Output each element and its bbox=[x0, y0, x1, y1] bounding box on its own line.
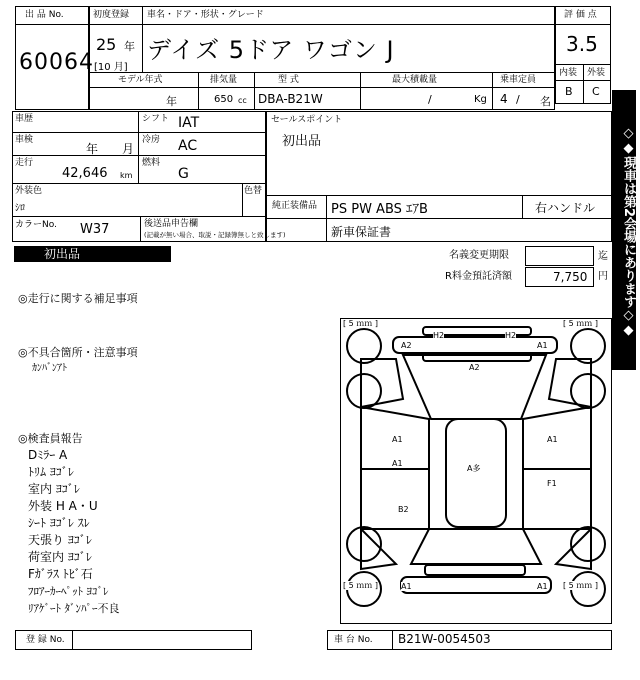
lot-label: 出 品 No. bbox=[25, 10, 64, 20]
fuel-label: 燃料 bbox=[142, 158, 161, 168]
registration-year: 25 bbox=[96, 35, 117, 54]
damage-mark: A1 bbox=[547, 435, 558, 444]
capacity-label: 乗車定員 bbox=[500, 75, 537, 85]
sales-point-label: セールスポイント bbox=[271, 115, 343, 125]
tire-depth-rear-right: [ 5 ｍｍ ] bbox=[563, 581, 598, 590]
fuel-value: G bbox=[178, 166, 189, 182]
lot-number: 60064 bbox=[19, 50, 94, 75]
inspector-line: ﾘｱｹﾞｰﾄ ﾀﾞﾝﾊﾟｰ不良 bbox=[28, 602, 120, 615]
venue-side-banner: ◇◆現車は第2会場にあります◇◆ bbox=[612, 90, 636, 370]
mileage-label: 走行 bbox=[15, 158, 34, 168]
mileage-unit: km bbox=[120, 171, 133, 180]
equipment-label: 純正装備品 bbox=[272, 201, 318, 211]
interior-label: 内装 bbox=[559, 68, 578, 78]
chassis-number-label: 車 台 No. bbox=[334, 635, 373, 645]
mileage-value: 42,646 bbox=[62, 166, 108, 181]
max-load-slash: / bbox=[428, 93, 432, 106]
shift-label: シフト bbox=[142, 114, 170, 124]
name-change-deadline-unit: 迄 bbox=[598, 251, 608, 262]
inspector-line: Dﾐﾗｰ A bbox=[28, 448, 68, 462]
damage-mark: A1 bbox=[392, 459, 403, 468]
car-name: デイズ 5ドア ワゴン J bbox=[147, 36, 395, 64]
car-name-label: 車名・ドア・形状・グレード bbox=[147, 10, 264, 20]
registration-number-label: 登 録 No. bbox=[26, 635, 65, 645]
color-change-label: 色替 bbox=[244, 186, 263, 196]
warranty-text: 新車保証書 bbox=[331, 225, 392, 239]
inspector-title: ◎検査員報告 bbox=[18, 432, 83, 445]
damage-mark: A1 bbox=[392, 435, 403, 444]
damage-diagram bbox=[340, 318, 612, 624]
recycle-fee-unit: 円 bbox=[598, 271, 608, 282]
supplement-title: ◎走行に関する補足事項 bbox=[18, 292, 138, 305]
inspector-line: 荷室内 ﾖｺﾞﾚ bbox=[28, 550, 92, 564]
handle-side: 右ハンドル bbox=[535, 201, 596, 215]
inspector-line: ﾌﾛｱｰｶｰﾍﾟｯﾄ ﾖｺﾞﾚ bbox=[28, 585, 109, 598]
inspector-line: 天張り ﾖｺﾞﾚ bbox=[28, 533, 92, 547]
history-label: 車歴 bbox=[15, 114, 34, 124]
displacement-label: 排気量 bbox=[210, 75, 238, 85]
exterior-color-label: 外装色 bbox=[15, 186, 43, 196]
displacement-value: 650 bbox=[214, 94, 234, 105]
post-docs-label: 後送品申告欄 bbox=[144, 219, 199, 229]
inspection-label: 車検 bbox=[15, 135, 34, 145]
chassis-number: B21W-0054503 bbox=[398, 632, 491, 646]
damage-mark: A多 bbox=[467, 464, 481, 473]
inspection-month-unit: 月 bbox=[122, 142, 135, 156]
model-year-unit: 年 bbox=[166, 95, 177, 108]
displacement-unit: cc bbox=[238, 96, 247, 105]
model-year-label: モデル年式 bbox=[118, 75, 163, 85]
damage-mark: A2 bbox=[401, 341, 412, 350]
registration-month: [10 月] bbox=[94, 62, 128, 73]
defect-title: ◎不具合箇所・注意事項 bbox=[18, 346, 138, 359]
max-load-unit: Kg bbox=[474, 94, 487, 105]
inspector-line: Fｶﾞﾗｽ ﾄﾋﾞ石 bbox=[28, 567, 93, 581]
inspector-line: ｼｰﾄ ﾖｺﾞﾚ ｽﾚ bbox=[28, 516, 90, 530]
score-label: 評 価 点 bbox=[564, 10, 597, 20]
sales-point-text: 初出品 bbox=[282, 134, 322, 149]
exterior-label: 外装 bbox=[587, 68, 606, 78]
damage-mark: A2 bbox=[469, 363, 480, 372]
defect-line: ｶﾝﾊﾞﾝｱﾄ bbox=[32, 363, 67, 374]
name-change-deadline-label: 名義変更期限 bbox=[449, 250, 509, 261]
interior-grade: B bbox=[565, 85, 573, 98]
aircon-label: 冷房 bbox=[142, 135, 161, 145]
aircon-value: AC bbox=[178, 138, 198, 154]
registration-year-unit: 年 bbox=[124, 40, 135, 53]
inspector-line: ﾄﾘﾑ ﾖｺﾞﾚ bbox=[28, 465, 74, 479]
type-value: DBA-B21W bbox=[258, 92, 323, 106]
color-number-value: W37 bbox=[80, 222, 110, 237]
inspector-line: 外装 H A・U bbox=[28, 499, 98, 513]
equipment-value: PS PW ABS ｴｱB bbox=[331, 202, 428, 217]
damage-mark: A1 bbox=[537, 341, 548, 350]
capacity-slash: / bbox=[516, 93, 520, 106]
inspection-year-unit: 年 bbox=[86, 142, 99, 156]
capacity-unit: 名 bbox=[540, 95, 551, 108]
damage-mark: F1 bbox=[547, 479, 557, 488]
inspector-line: 室内 ﾖｺﾞﾚ bbox=[28, 482, 80, 496]
first-registration-label: 初度登録 bbox=[93, 10, 130, 20]
color-number-label: カラーNo. bbox=[15, 220, 57, 230]
exterior-grade: C bbox=[592, 85, 600, 98]
capacity-value: 4 bbox=[500, 92, 508, 106]
recycle-fee-label: R料金預託済額 bbox=[445, 271, 512, 282]
tire-depth-rear-left: [ 5 ｍｍ ] bbox=[343, 581, 378, 590]
damage-mark: H2 bbox=[505, 331, 517, 340]
exterior-color-value: ｼﾛ bbox=[15, 203, 25, 214]
name-change-deadline-box bbox=[525, 246, 594, 266]
type-label: 型 式 bbox=[278, 75, 299, 85]
damage-mark: H2 bbox=[433, 331, 445, 340]
max-load-label: 最大積載量 bbox=[392, 75, 438, 85]
damage-mark: B2 bbox=[398, 505, 409, 514]
first-listing-banner: 初出品 bbox=[14, 246, 171, 262]
recycle-fee-amount: 7,750 bbox=[553, 270, 588, 284]
overall-score: 3.5 bbox=[566, 32, 598, 56]
tire-depth-front-left: [ 5 ｍｍ ] bbox=[343, 319, 378, 328]
damage-mark: A1 bbox=[537, 582, 548, 591]
tire-depth-front-right: [ 5 ｍｍ ] bbox=[563, 319, 598, 328]
post-docs-note: (記載が無い場合、取説・記録簿無しと致します) bbox=[144, 231, 286, 239]
damage-mark: A1 bbox=[401, 582, 412, 591]
shift-value: IAT bbox=[178, 115, 200, 131]
